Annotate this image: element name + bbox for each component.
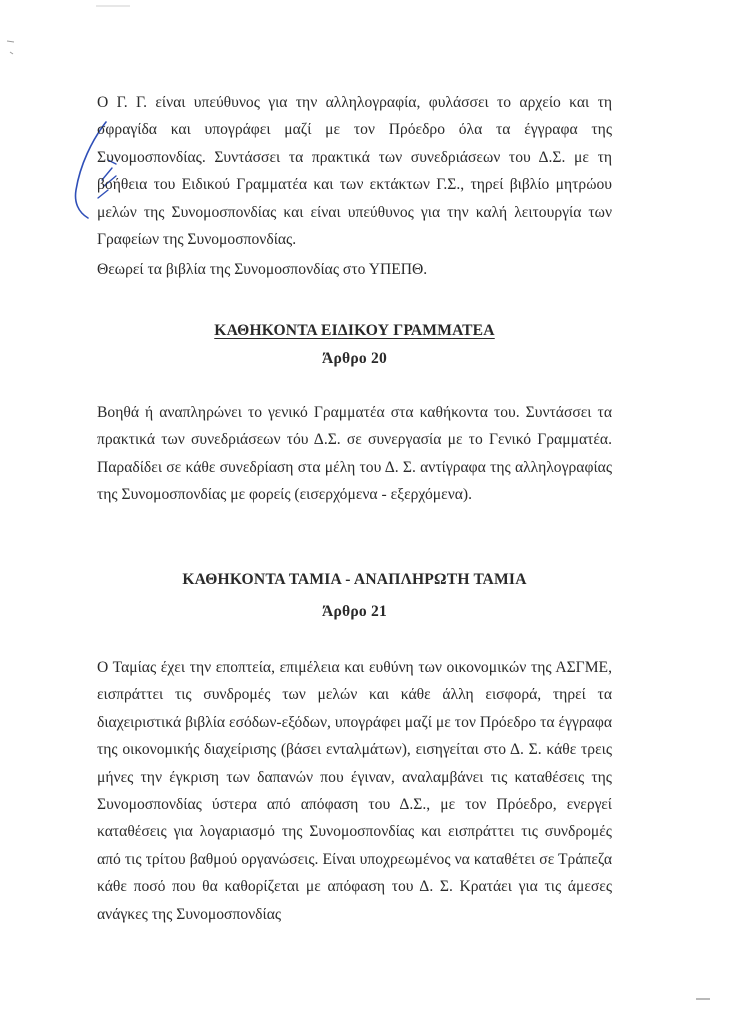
section-heading: ΚΑΘΗΚΟΝΤΑ ΤΑΜΙΑ - ΑΝΑΠΛΗΡΩΤΗ ΤΑΜΙΑ <box>182 571 527 588</box>
intro-paragraph <box>97 89 612 253</box>
scan-speck <box>4 38 18 62</box>
paragraph-text: Ο Γ. Γ. είναι υπεύθυνος για την αλληλογραφία, φυλάσσει το αρχείο και τη σφραγίδα και υπογράφει μαζί με τον Πρόεδρο όλα τα έγγραφα της Συνομοσπονδίας. Συντάσσει τα πρακτικά των συνεδριάσεων του Δ.Σ. με τη βοήθεια του Ειδικού Γραμματέα και των εκτάκτων Γ.Σ., τηρεί βιβλίο μητρώου μελών της Συνομοσπονδίας και είναι υπεύθυνος για την καλή λειτουργία των Γραφείων της Συνομοσπονδίας. <box>97 94 612 249</box>
article-number: Άρθρο 20 <box>322 350 387 367</box>
article-number: Άρθρο 21 <box>322 603 387 620</box>
paragraph-text: Βοηθά ή αναπληρώνει το γενικό Γραμματέα στα καθήκοντα του. Συντάσσει τα πρακτικά των συνεδριάσεων τόυ Δ.Σ. σε συνεργασία με το Γενικό Γραμματέα. Παραδίδει σε κάθε συνεδρίαση στα μέλη του Δ. Σ. αντίγραφα της αλληλογραφίας της Συνομοσπονδίας με φορείς (εισερχόμενα - εξερχόμενα). <box>97 404 612 504</box>
intro-line <box>97 256 612 283</box>
section-heading: ΚΑΘΗΚΟΝΤΑ ΕΙΔΙΚΟΥ ΓΡΑΜΜΑΤΕΑ <box>214 322 495 339</box>
paragraph-text: Θεωρεί τα βιβλία της Συνομοσπονδίας στο ΥΠΕΠΘ. <box>97 261 428 278</box>
section-body <box>97 654 612 928</box>
scan-speck <box>694 996 714 1002</box>
paragraph-text: Ο Ταμίας έχει την εποπτεία, επιμέλεια και ευθύνη των οικονομικών της ΑΣΓΜΕ, εισπράττει τις συνδρομές των μελών και κάθε άλλη εισφορά, τηρεί τα διαχειριστικά βιβλία εσόδων-εξόδων, υπογράφει μαζί με τον Πρόεδρο τα έγγραφα της οικονομικής διαχείρισης (βάσει ενταλμάτων), εισηγείται στο Δ. Σ. κάθε τρεις μήνες την έγκριση των δαπανών που έγιναν, αναλαμβάνει τις καταθέσεις της Συνομοσπονδίας ύστερα από απόφαση του Δ.Σ., με τον Πρόεδρο, ενεργεί καταθέσεις για λογαριασμό της Συνομοσπονδίας και εισπράττει τις συνδρομές από τις τρίτου βαθμού οργανώσεις. Είναι υποχρεωμένος να καταθέτει σε Τράπεζα κάθε ποσό που θα καθορίζεται με απόφαση του Δ. Σ. Κρατάει για τις άμεσες ανάγκες της Συνομοσπονδίας <box>97 659 612 923</box>
scan-edge-mark <box>0 0 743 10</box>
section-body <box>97 399 612 509</box>
